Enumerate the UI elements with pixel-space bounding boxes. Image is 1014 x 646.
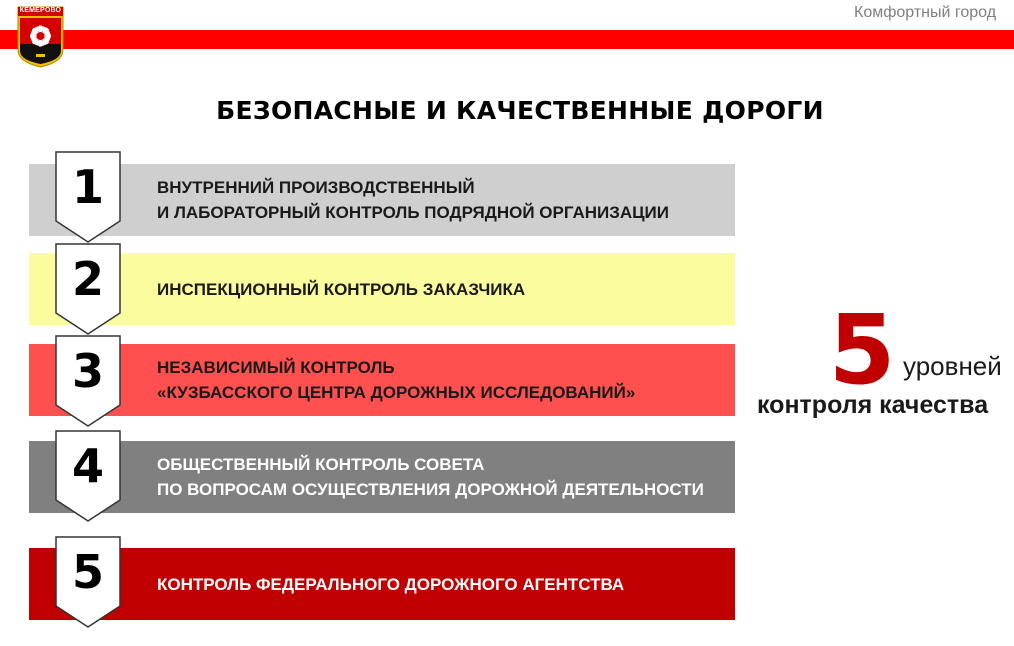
level-3-text: НЕЗАВИСИМЫЙ КОНТРОЛЬ «КУЗБАССКОГО ЦЕНТРА ДОРОЖНЫХ ИССЛЕДОВАНИЙ» <box>157 358 636 402</box>
level-5-text: КОНТРОЛЬ ФЕДЕРАЛЬНОГО ДОРОЖНОГО АГЕНТСТВА <box>157 574 625 594</box>
level-1-text: ВНУТРЕННИЙ ПРОИЗВОДСТВЕННЫЙ И ЛАБОРАТОРНЫЙ КОНТРОЛЬ ПОДРЯДНОЙ ОРГАНИЗАЦИИ <box>157 178 669 222</box>
level-5-badge <box>55 536 121 628</box>
level-4-text: ОБЩЕСТВЕННЫЙ КОНТРОЛЬ СОВЕТА ПО ВОПРОСАМ ОСУЩЕСТВЛЕНИЯ ДОРОЖНОЙ ДЕЯТЕЛЬНОСТИ <box>157 455 704 499</box>
level-band-4 <box>29 441 735 513</box>
header-tagline: Комфортный город <box>854 4 997 21</box>
header-red-stripe <box>0 30 1014 49</box>
level-1-number: 1 <box>71 160 104 214</box>
level-4-badge <box>55 430 121 522</box>
level-2-number: 2 <box>71 252 104 306</box>
level-2-text: ИНСПЕКЦИОННЫЙ КОНТРОЛЬ ЗАКАЗЧИКА <box>157 279 526 299</box>
level-band-5 <box>29 545 735 620</box>
level-band-3 <box>29 344 735 416</box>
levels-word: уровней <box>903 351 1002 381</box>
level-3-number: 3 <box>71 344 104 398</box>
level-band-1 <box>29 164 735 236</box>
level-band-2 <box>29 253 735 325</box>
city-coat-of-arms-logo <box>17 6 64 68</box>
page-title: БЕЗОПАСНЫЕ И КАЧЕСТВЕННЫЕ ДОРОГИ <box>216 96 824 125</box>
levels-count: 5 <box>828 294 896 406</box>
level-1-badge <box>55 151 121 243</box>
logo-label: КЕМЕРОВО <box>19 7 62 14</box>
level-3-badge <box>55 335 121 427</box>
level-5-number: 5 <box>71 545 104 599</box>
level-2-badge <box>55 243 121 335</box>
level-4-number: 4 <box>71 439 104 493</box>
quality-control-word: контроля качества <box>757 391 989 419</box>
